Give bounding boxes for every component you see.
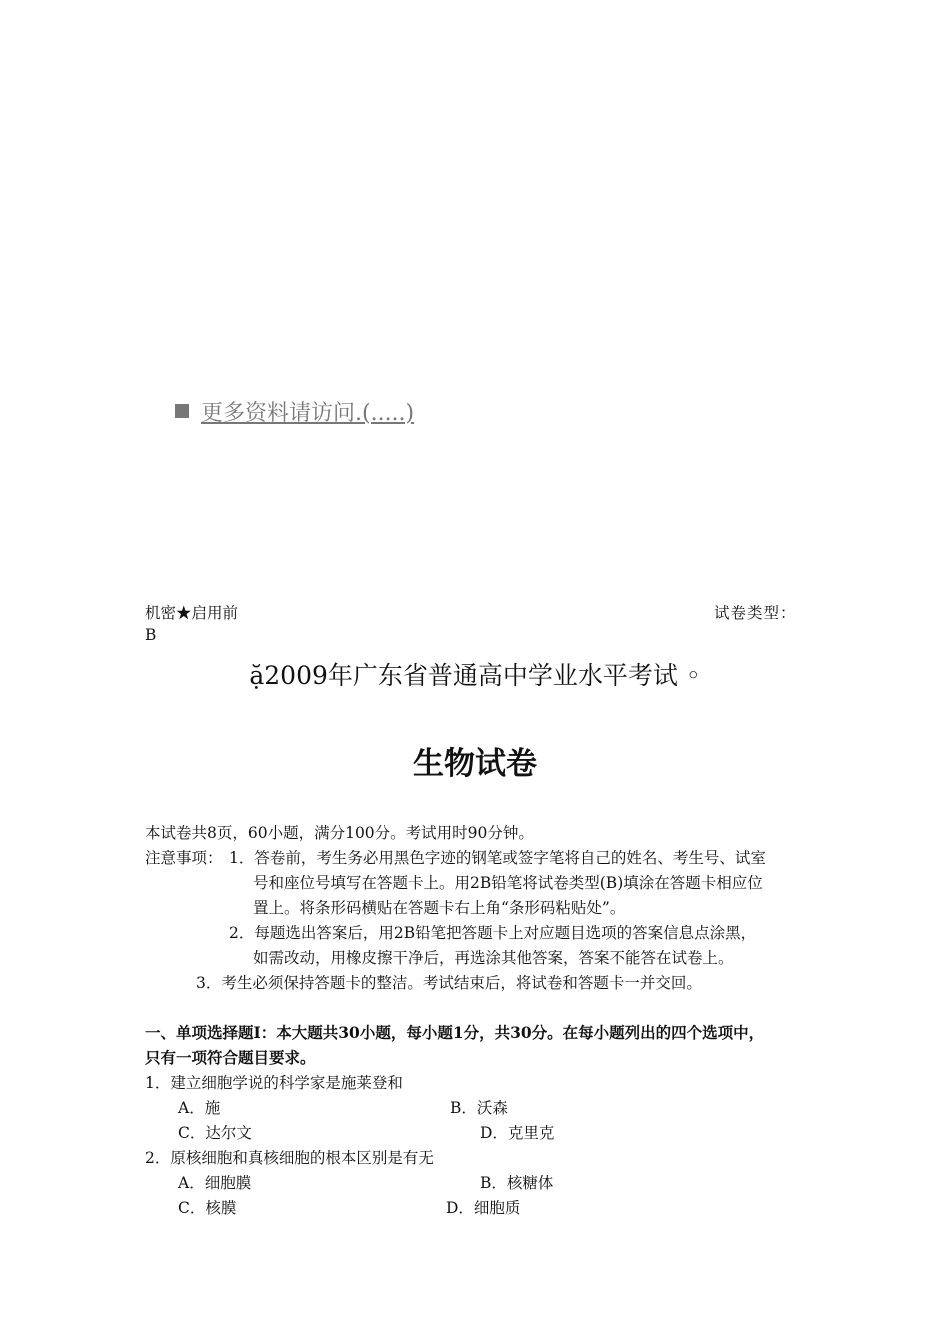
- option-d: D．细胞质: [446, 1199, 521, 1217]
- question-stem: 2．原核细胞和真核细胞的根本区别是有无: [145, 1149, 434, 1167]
- notes-label: 注意事项：: [145, 849, 223, 867]
- notes-line: 2．每题选出答案后，用2B铅笔把答题卡上对应题目选项的答案信息点涂黑，: [229, 924, 757, 942]
- paper-type-label: 试卷类型：: [714, 604, 797, 622]
- option-d: D．克里克: [480, 1124, 555, 1142]
- square-bullet-icon: [175, 404, 189, 418]
- section-heading: 一、单项选择题Ⅰ：本大题共30小题，每小题1分，共30分。在每小题列出的四个选项中，: [145, 1023, 765, 1042]
- confidential-label: 机密★启用前: [145, 604, 239, 622]
- notes-line: 置上。将条形码横贴在答题卡右上角“条形码粘贴处”。: [253, 899, 626, 917]
- exam-title: ặ2009年广东省普通高中学业水平考试 ◦: [249, 661, 701, 690]
- paper-type-value: B: [145, 626, 157, 644]
- option-c: C．达尔文: [178, 1124, 252, 1142]
- option-a: A．施: [178, 1099, 221, 1117]
- section-heading-cont: 只有一项符合题目要求。: [145, 1048, 316, 1067]
- resource-link[interactable]: 更多资料请访问.(.....): [201, 401, 415, 426]
- notes-line: 3．考生必须保持答题卡的整洁。考试结束后，将试卷和答题卡一并交回。: [196, 974, 702, 992]
- intro-text: 本试卷共8页，60小题，满分100分。考试用时90分钟。: [145, 824, 534, 842]
- subject-title: 生物试卷: [413, 746, 537, 782]
- notes-line: 1．答卷前，考生务必用黑色字迹的钢笔或签字笔将自己的姓名、考生号、试室: [229, 849, 766, 867]
- option-b: B．沃森: [450, 1099, 508, 1117]
- question-stem: 1．建立细胞学说的科学家是施莱登和: [145, 1074, 403, 1092]
- notes-line: 如需改动，用橡皮擦干净后，再选涂其他答案，答案不能答在试卷上。: [253, 949, 734, 967]
- resource-link-line: [175, 396, 414, 427]
- option-b: B．核糖体: [480, 1174, 554, 1192]
- option-c: C．核膜: [178, 1199, 237, 1217]
- notes-line: 号和座位号填写在答题卡上。用2B铅笔将试卷类型(B)填涂在答题卡相应位: [253, 874, 763, 892]
- option-a: A．细胞膜: [178, 1174, 252, 1192]
